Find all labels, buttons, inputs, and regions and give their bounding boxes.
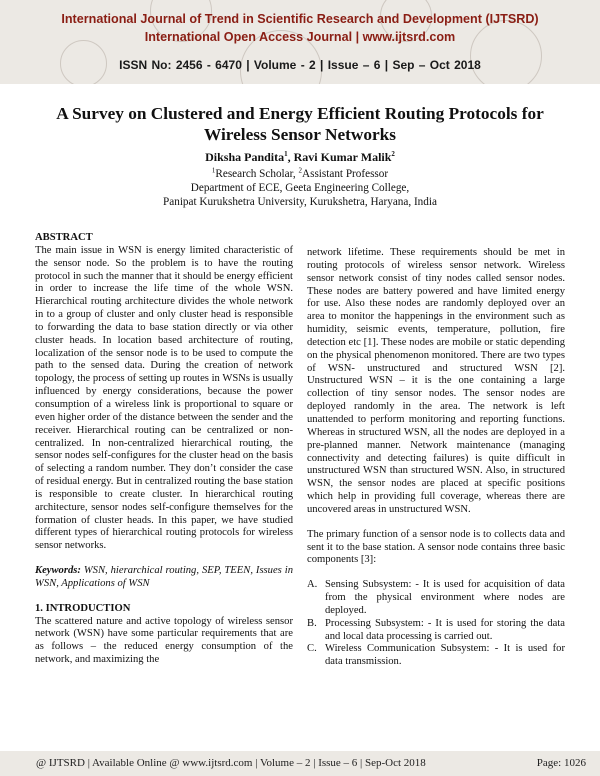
list-item [307,643,565,669]
paper-title-line-1: A Survey on Clustered and Energy Efficient Routing Protocols for [56,104,544,123]
journal-header-banner [0,0,600,84]
author-roles [0,168,600,181]
list-item [307,579,565,618]
keywords [35,565,293,591]
right-column [307,247,565,669]
body-paragraph: network lifetime. These requirements should be met in routing protocols of wireless sensor network. Wireless sensor network consist of tiny nodes called sensor nodes. These nodes are battery powered and have limited energy for use. Also these nodes are randomly deployed over an area to monitor the happenings in the environment such as humidity, seismic events, temperature, pollution, fire detection etc [1]. These nodes are mobile or static depending on the physical phenomenon monitored. There are two types of WSN- unstructured and structured WSN [2]. Unstructured WSN – it is the one containing a large collection of tiny sensor nodes. The sensor nodes are deployed randomly in the area. The network is left unattended to perform monitoring and reporting functions. Whereas in structured WSN, all the nodes are deployed in a pre-planned manner. Network maintenance (managing connectivity and detecting failures) is quite difficult in unstructured WSN than structured WSN. Also, in structured WSN, the sensor nodes are placed at specific positions which help in providing full coverage, whereas there are uncovered areas in unstructured WSN. [307,247,565,515]
left-column [35,232,293,667]
list-letter: A. [307,579,318,591]
page-footer [0,751,600,776]
author-line [0,151,600,164]
list-text: Processing Subsystem: - It is used for storing the data and local data processing is carried out. [325,617,565,642]
body-paragraph: The primary function of a sensor node is to collects data and sent it to the base station. A sensor node contains three basic components [3]: [307,528,565,566]
list-text: Sensing Subsystem: - It is used for acquisition of data from the physical environment where nodes are deployed. [325,579,565,616]
issn-volume-line: ISSN No: 2456 - 6470 | Volume - 2 | Issue – 6 | Sep – Oct 2018 [119,58,481,72]
author-affiliation-mark: 2 [391,150,395,158]
footer-text: @ IJTSRD | Available Online @ www.ijtsrd.com | Volume – 2 | Issue – 6 | Sep-Oct 2018 [36,757,426,769]
list-letter: B. [307,617,317,629]
author-name: Diksha Pandita [205,150,285,164]
author-role: Research Scholar, [215,168,299,180]
page-number: Page: 1026 [536,757,586,769]
list-letter: C. [307,643,317,655]
journal-title: International Journal of Trend in Scientific Research and Development (IJTSRD) [61,12,539,26]
keywords-text: WSN, hierarchical routing, SEP, TEEN, Issues in WSN, Applications of WSN [35,565,293,589]
paper-title-line-2: Wireless Sensor Networks [203,125,396,144]
affiliation-mark: 1 [211,166,216,175]
introduction-text: The scattered nature and active topology of wireless sensor network (WSN) have some particular requirements that are as follows – the reduced energy consumption of the network, and maximizing the [35,615,293,666]
introduction-heading: 1. INTRODUCTION [35,602,131,614]
author-separator: , [287,150,294,164]
abstract-text: The main issue in WSN is energy limited characteristic of the sensor node. So the problem is to have the routing protocol in such the manner that it should be energy efficient in order to increase the life time of the whole WSN. Hierarchical routing architecture divides the whole network in to a group of cluster and only cluster head is responsible to forwarding the data to base station directly or via other cluster heads. In location based architecture of routing, localization of the sensor node is to be used to compute the path to the sensed data. During the creation of network topology, the process of setting up routes in WSNs is usually influenced by energy considerations, because the power consumption of a wireless link is proportional to square or even higher order of the distance between the sender and the receiver. Hierarchical routing can be centralized or non- centralized. In non-centralized hierarchical routing, the sensor nodes self-configures for the cluster head on the basis of selecting a random number. They don’t consider the case of residual energy. But in centralized routing the base station is responsible to create cluster. In hierarchical routing architecture, sensor nodes self-configure themselves for the formation of cluster heads. In this paper, we have studied different types of hierarchical routing protocols for wireless sensor networks. [35,244,293,552]
list-text: Wireless Communication Subsystem: - It is used for data transmission. [325,643,565,668]
affiliation-mark: 2 [298,166,303,175]
author-role: Assistant Professor [302,168,389,180]
journal-subtitle: International Open Access Journal | www.ijtsrd.com [144,30,456,44]
department: Department of ECE, Geeta Engineering College, [190,182,410,194]
keywords-label: Keywords: [35,565,81,577]
list-item [307,618,565,644]
author-name: Ravi Kumar Malik [293,150,392,164]
author-affiliation-mark: 1 [284,150,288,158]
university: Panipat Kurukshetra University, Kurukshetra, Haryana, India [163,196,437,208]
abstract-heading: ABSTRACT [35,232,93,243]
